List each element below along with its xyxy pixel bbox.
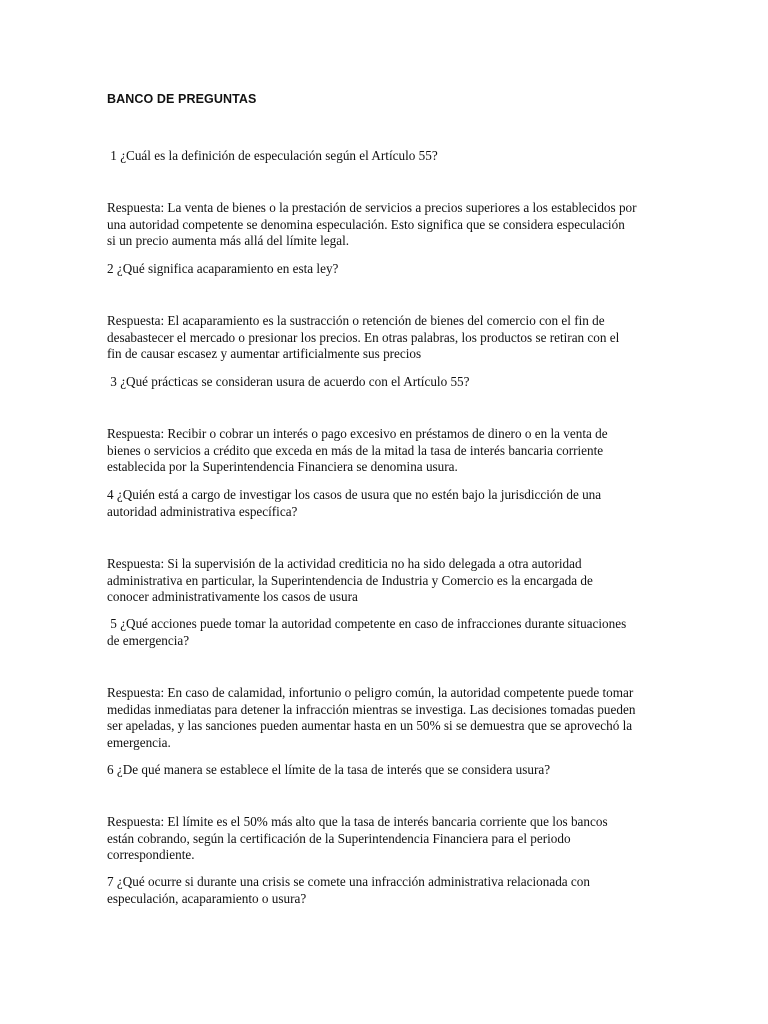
answer-6 bbox=[107, 814, 667, 864]
question-7 bbox=[107, 874, 667, 907]
answer-line: bienes o servicios a crédito que exceda en más de la mitad la tasa de interés bancaria corriente bbox=[107, 442, 604, 458]
question-line: 7 ¿Qué ocurre si durante una crisis se comete una infracción administrativa relacionada con bbox=[107, 874, 590, 889]
question-4 bbox=[107, 487, 667, 520]
question-line: 1 ¿Cuál es la definición de especulación según el Artículo 55? bbox=[107, 148, 438, 163]
answer-line: emergencia. bbox=[107, 734, 171, 750]
answer-line: administrativa en particular, la Superintendencia de Industria y Comercio es la encargada de bbox=[107, 572, 593, 588]
answer-line: Respuesta: El acaparamiento es la sustracción o retención de bienes del comercio con el fin de bbox=[107, 313, 605, 328]
answer-line: Respuesta: Si la supervisión de la actividad crediticia no ha sido delegada a otra autoridad bbox=[107, 556, 582, 571]
question-3 bbox=[107, 374, 667, 391]
answer-line: están cobrando, según la certificación de la Superintendencia Financiera para el periodo bbox=[107, 830, 571, 846]
answer-line: correspondiente. bbox=[107, 847, 195, 862]
question-line: 2 ¿Qué significa acaparamiento en esta ley? bbox=[107, 261, 339, 276]
question-line: especulación, acaparamiento o usura? bbox=[107, 890, 307, 906]
answer-line: Respuesta: Recibir o cobrar un interés o pago excesivo en préstamos de dinero o en la venta de bbox=[107, 426, 608, 441]
question-1 bbox=[107, 148, 667, 165]
answer-line: Respuesta: La venta de bienes o la prestación de servicios a precios superiores a los establecidos por bbox=[107, 200, 637, 215]
question-line: autoridad administrativa específica? bbox=[107, 503, 298, 519]
answer-line: Respuesta: En caso de calamidad, infortunio o peligro común, la autoridad competente puede tomar bbox=[107, 685, 634, 700]
answer-line: una autoridad competente se denomina especulación. Esto significa que se considera especulación bbox=[107, 216, 625, 232]
answer-line: establecida por la Superintendencia Financiera se denomina usura. bbox=[107, 459, 458, 474]
answer-line: medidas inmediatas para detener la infracción mientras se investiga. Las decisiones tomadas pueden bbox=[107, 701, 636, 717]
question-line: 4 ¿Quién está a cargo de investigar los casos de usura que no estén bajo la jurisdicción de una bbox=[107, 487, 602, 502]
answer-5 bbox=[107, 685, 667, 751]
answer-line: ser apeladas, y las sanciones pueden aumentar hasta en un 50% si se demuestra que se aprovechó la bbox=[107, 718, 633, 733]
answer-line: desabastecer el mercado o presionar los precios. En otras palabras, los productos se retiran con el bbox=[107, 329, 620, 345]
answer-1 bbox=[107, 200, 667, 250]
question-line: 3 ¿Qué prácticas se consideran usura de acuerdo con el Artículo 55? bbox=[107, 374, 470, 389]
answer-line: si un precio aumenta más allá del límite legal. bbox=[107, 233, 350, 248]
answer-line: conocer administrativamente los casos de usura bbox=[107, 589, 358, 604]
question-line: de emergencia? bbox=[107, 632, 190, 648]
answer-4 bbox=[107, 556, 667, 606]
answer-2 bbox=[107, 313, 667, 363]
answer-line: fin de causar escasez y aumentar artificialmente sus precios bbox=[107, 346, 422, 361]
question-5 bbox=[107, 616, 667, 649]
question-line: 6 ¿De qué manera se establece el límite de la tasa de interés que se considera usura? bbox=[107, 762, 551, 777]
answer-3 bbox=[107, 426, 667, 476]
answer-line: Respuesta: El límite es el 50% más alto que la tasa de interés bancaria corriente que los bancos bbox=[107, 814, 608, 829]
page-title: BANCO DE PREGUNTAS bbox=[107, 92, 257, 106]
question-6 bbox=[107, 762, 667, 779]
question-2 bbox=[107, 261, 667, 278]
question-line: 5 ¿Qué acciones puede tomar la autoridad competente en caso de infracciones durante situaciones bbox=[107, 616, 627, 631]
